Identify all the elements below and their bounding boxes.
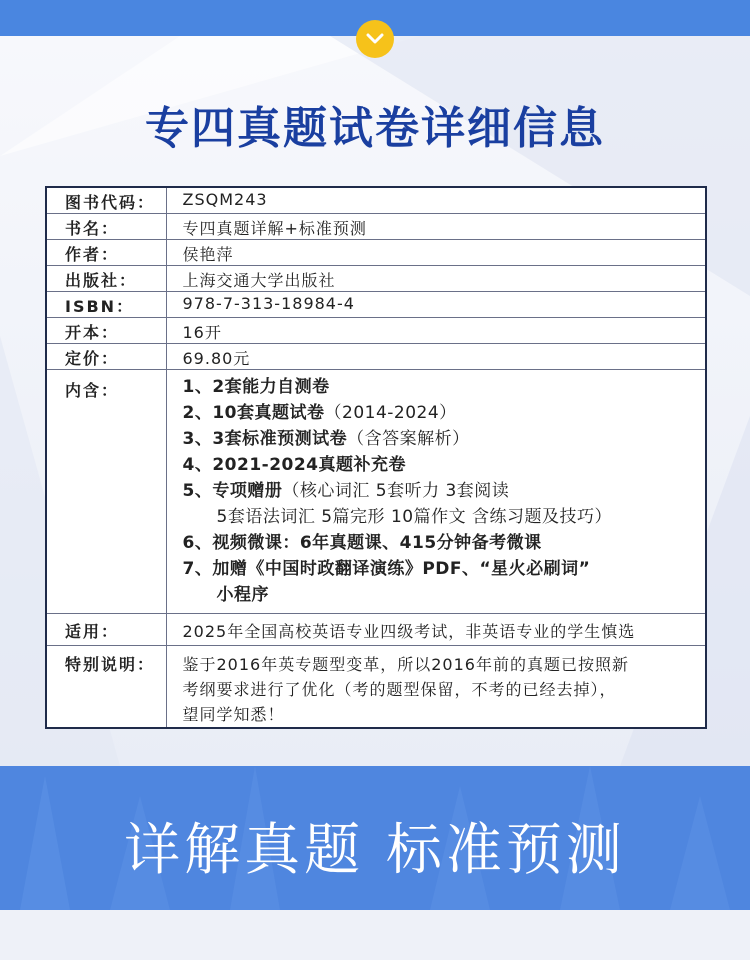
contents-line-4: 4、2021-2024真题补充卷 bbox=[182, 455, 407, 475]
contents-line-1: 1、2套能力自测卷 bbox=[182, 377, 330, 397]
author-label: 作者： bbox=[46, 240, 166, 266]
code-value: ZSQM243 bbox=[166, 187, 706, 214]
format-label: 开本： bbox=[46, 318, 166, 344]
suitable-value: 2025年全国高校英语专业四级考试，非英语专业的学生慎选 bbox=[166, 614, 706, 646]
table-row-publisher bbox=[46, 266, 706, 292]
contents-line-2: 2、10套真题试卷（2014-2024） bbox=[182, 403, 457, 423]
table-row-format bbox=[46, 318, 706, 344]
notes-value bbox=[166, 646, 706, 729]
contents-line-8: 7、加赠《中国时政翻译演练》PDF、“星火必刷词” bbox=[182, 559, 591, 579]
suitable-label: 适用： bbox=[46, 614, 166, 646]
price-label: 定价： bbox=[46, 344, 166, 370]
page-title: 专四真题试卷详细信息 bbox=[145, 103, 605, 154]
code-label: 图书代码： bbox=[46, 187, 166, 214]
contents-label: 内含： bbox=[46, 370, 166, 614]
notes-line-1: 鉴于2016年英专题型变革，所以2016年前的真题已按照新 bbox=[182, 655, 629, 674]
contents-line-7: 6、视频微课：6年真题课、415分钟备考微课 bbox=[182, 533, 542, 553]
table-row-code bbox=[46, 187, 706, 214]
contents-line-3: 3、3套标准预测试卷（含答案解析） bbox=[182, 429, 470, 449]
table-row-contents bbox=[46, 370, 706, 614]
table-row-name bbox=[46, 214, 706, 240]
contents-line-5: 5、专项赠册（核心词汇 5套听力 3套阅读 bbox=[182, 481, 510, 501]
chevron-down-icon bbox=[365, 32, 385, 46]
contents-line-9: 小程序 bbox=[216, 585, 269, 605]
table-row-isbn bbox=[46, 292, 706, 318]
publisher-label: 出版社： bbox=[46, 266, 166, 292]
footer-strip bbox=[0, 910, 750, 960]
notes-label: 特别说明： bbox=[46, 646, 166, 729]
chevron-badge bbox=[356, 20, 394, 58]
price-value: 69.80元 bbox=[166, 344, 706, 370]
author-value: 侯艳萍 bbox=[166, 240, 706, 266]
table-row-price bbox=[46, 344, 706, 370]
book-info-table bbox=[45, 186, 707, 729]
notes-line-3: 望同学知悉！ bbox=[182, 705, 285, 724]
name-value: 专四真题详解+标准预测 bbox=[166, 214, 706, 240]
notes-line-2: 考纲要求进行了优化（考的题型保留，不考的已经去掉）， bbox=[182, 680, 617, 699]
contents-value bbox=[166, 370, 706, 614]
format-value: 16开 bbox=[166, 318, 706, 344]
table-row-suitable bbox=[46, 614, 706, 646]
isbn-value: 978-7-313-18984-4 bbox=[166, 292, 706, 318]
banner-text: 详解真题 标准预测 bbox=[124, 818, 626, 883]
table-row-author bbox=[46, 240, 706, 266]
contents-line-6: 5套语法词汇 5篇完形 10篇作文 含练习题及技巧） bbox=[216, 507, 612, 527]
table-row-notes bbox=[46, 646, 706, 729]
publisher-value: 上海交通大学出版社 bbox=[166, 266, 706, 292]
isbn-label: ISBN： bbox=[46, 292, 166, 318]
name-label: 书名： bbox=[46, 214, 166, 240]
